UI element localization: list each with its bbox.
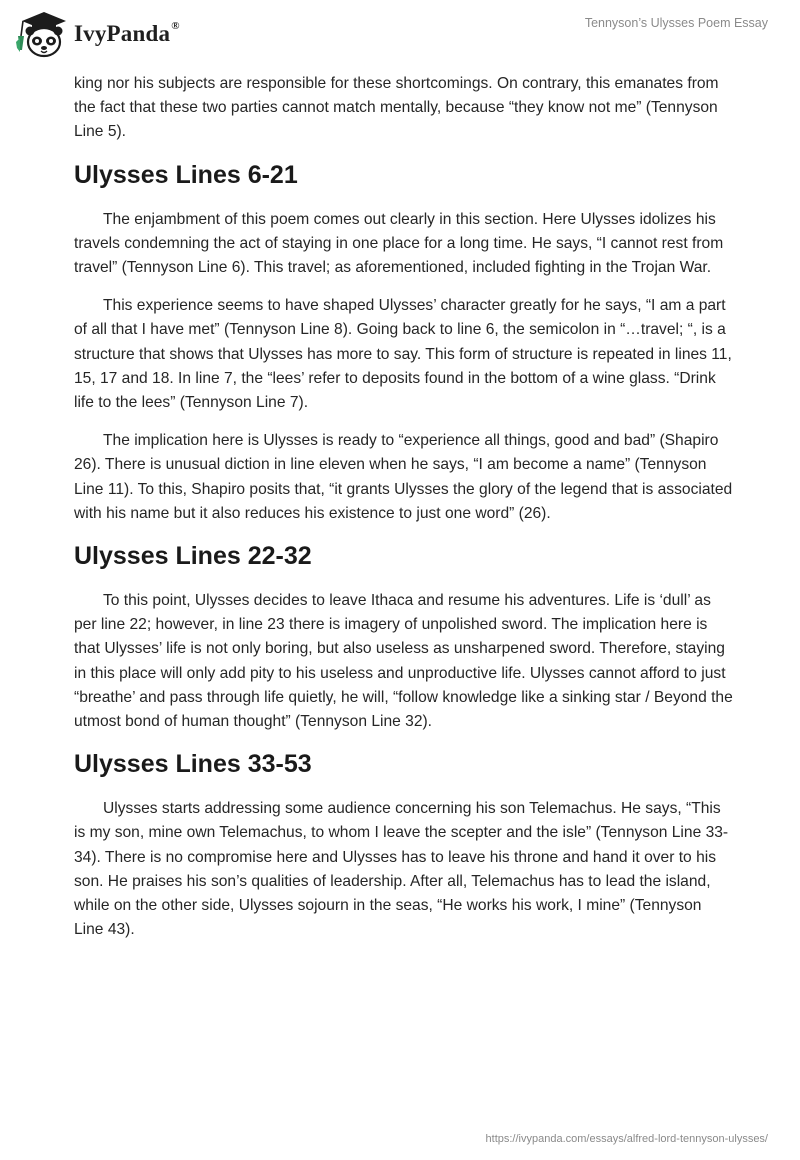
essay-body (74, 72, 734, 956)
section-heading-lines-33-53: Ulysses Lines 33-53 (74, 750, 312, 779)
logo-text: IvyPanda (74, 20, 171, 46)
section-heading-lines-6-21: Ulysses Lines 6-21 (74, 160, 298, 189)
logo-wordmark (74, 20, 180, 47)
section-3-paragraph-1: Ulysses starts addressing some audience concerning his son Telemachus. He says, “This is my son, mine own Telemachus, to whom I leave the scepter and the isle” (Tennyson Line 33-34). There is no compromise here and Ulysses has to leave his throne and hand it over to his son. He praises his son’s qualities of leadership. After all, Telemachus has to lead the island, while on the other side, Ulysses sojourn in the seas, “He works his work, I mine” (Tennyson Line 43). (74, 800, 729, 939)
logo-registered-mark: ® (171, 19, 180, 32)
page-header (0, 0, 800, 70)
section-2-paragraph-1: To this point, Ulysses decides to leave Ithaca and resume his adventures. Life is ‘dull’ as per line 22; however, in line 23 there is imagery of unpolished sword. The implication here is that Ulysses’ life is not only boring, but also useless as unsharpened sword. Therefore, staying in this place will only add pity to his useless and unproductive life. Ulysses cannot afford to just “breathe’ and pass through life quietly, he will, “follow knowledge like a sinking star / Beyond the utmost bond of human thought” (Tennyson Line 32). (74, 592, 733, 731)
section-1-paragraph-1: The enjambment of this poem comes out clearly in this section. Here Ulysses idolizes his travels condemning the act of staying in one place for a long time. He says, “I cannot rest from travel” (Tennyson Line 6). This travel; as aforementioned, included fighting in the Trojan War. (74, 210, 724, 277)
ivypanda-logo[interactable] (14, 8, 180, 58)
source-url[interactable]: https://ivypanda.com/essays/alfred-lord-tennyson-ulysses/ (485, 1133, 768, 1145)
section-heading-lines-22-32: Ulysses Lines 22-32 (74, 542, 312, 571)
panda-graduate-icon (14, 8, 68, 58)
section-1-paragraph-3: The implication here is Ulysses is ready to “experience all things, good and bad” (Shapiro 26). There is unusual diction in line eleven when he says, “I am become a name” (Tennyson Line 11). To this, Shapiro posits that, “it grants Ulysses the glory of the legend that is associated with his name but it also reduces his existence to just one word” (26). (74, 432, 733, 522)
section-1-paragraph-2: This experience seems to have shaped Ulysses’ character greatly for he says, “I am a part of all that I have met” (Tennyson Line 8). Going back to line 6, the semicolon in “…travel; “, is a structure that shows that Ulysses has more to say. This form of structure is repeated in lines 11, 15, 17 and 18. In line 7, the “lees’ refer to deposits found in the bottom of a wine glass. “Drink life to the lees” (Tennyson Line 7). (74, 297, 732, 412)
document-title: Tennyson’s Ulysses Poem Essay (584, 16, 768, 30)
intro-paragraph: king nor his subjects are responsible for these shortcomings. On contrary, this emanates from the fact that these two parties cannot match mentally, because “they know not me” (Tennyson Line 5). (74, 75, 719, 141)
